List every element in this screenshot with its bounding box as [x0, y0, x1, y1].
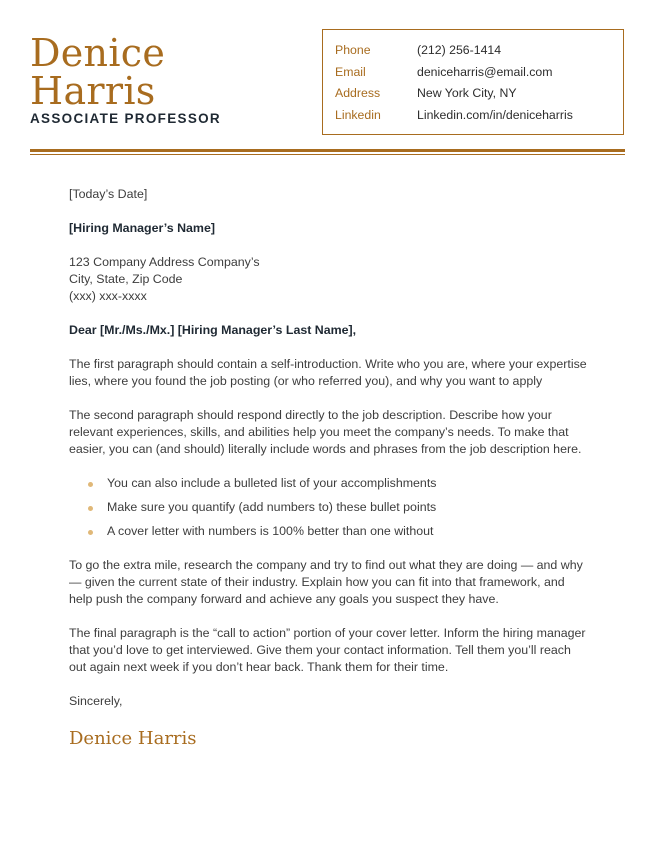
header-divider-thick — [30, 149, 625, 152]
company-address — [69, 254, 589, 305]
contact-box — [322, 29, 624, 135]
letter-body — [69, 186, 589, 747]
paragraph: To go the extra mile, research the company and try to find out what they are doing — and why — given the current state of their industry. Explain how you can fit into that framework, and help push the company forward and achieve any goals you suspect they have. — [69, 558, 583, 606]
bullet-text: A cover letter with numbers is 100% better than one without — [107, 524, 434, 538]
list-item — [69, 499, 589, 516]
hiring-manager-name: [Hiring Manager’s Name] — [69, 221, 215, 235]
job-title: ASSOCIATE PROFESSOR — [30, 111, 221, 126]
address-value: New York City, NY — [417, 86, 517, 100]
accomplishment-list — [69, 475, 589, 540]
last-name: Harris — [30, 69, 156, 113]
bullet-text: You can also include a bulleted list of your accomplishments — [107, 476, 437, 490]
bullet-dot-icon — [88, 482, 93, 487]
paragraph: The second paragraph should respond directly to the job description. Describe how your relevant experiences, skills, and abilities help you meet the company’s needs. To make that easier, you can (and should) literally include words and phrases from the job description here. — [69, 408, 582, 456]
letter-date: [Today’s Date] — [69, 187, 148, 201]
bullet-dot-icon — [88, 530, 93, 535]
header-divider-thin — [30, 154, 625, 155]
first-name: Denice — [30, 31, 166, 75]
candidate-name — [30, 31, 166, 113]
email-value: deniceharris@email.com — [417, 65, 553, 79]
address-line: (xxx) xxx-xxxx — [69, 289, 147, 303]
contact-label: Linkedin — [335, 108, 381, 122]
bullet-text: Make sure you quantify (add numbers to) these bullet points — [107, 500, 437, 514]
linkedin-value: Linkedin.com/in/deniceharris — [417, 108, 573, 122]
address-line: 123 Company Address Company’s — [69, 255, 260, 269]
paragraph: The first paragraph should contain a self-introduction. Write who you are, where your expertise lies, where you found the job posting (or who referred you), and why you want to apply — [69, 357, 587, 388]
contact-label: Email — [335, 65, 366, 79]
paragraph: The final paragraph is the “call to action” portion of your cover letter. Inform the hiring manager that you’d love to get interviewed. Give them your contact information. Tell them you’ll reach out again next week if you don’t hear back. Thank them for their time. — [69, 626, 586, 674]
signoff: Sincerely, — [69, 694, 123, 708]
address-line: City, State, Zip Code — [69, 272, 183, 286]
salutation: Dear [Mr./Ms./Mx.] [Hiring Manager’s Last Name], — [69, 323, 357, 337]
list-item — [69, 475, 589, 492]
contact-label: Address — [335, 86, 381, 100]
bullet-dot-icon — [88, 506, 93, 511]
list-item — [69, 523, 589, 540]
contact-label: Phone — [335, 43, 371, 57]
signature: Denice Harris — [69, 728, 197, 749]
phone-value: (212) 256-1414 — [417, 43, 502, 57]
